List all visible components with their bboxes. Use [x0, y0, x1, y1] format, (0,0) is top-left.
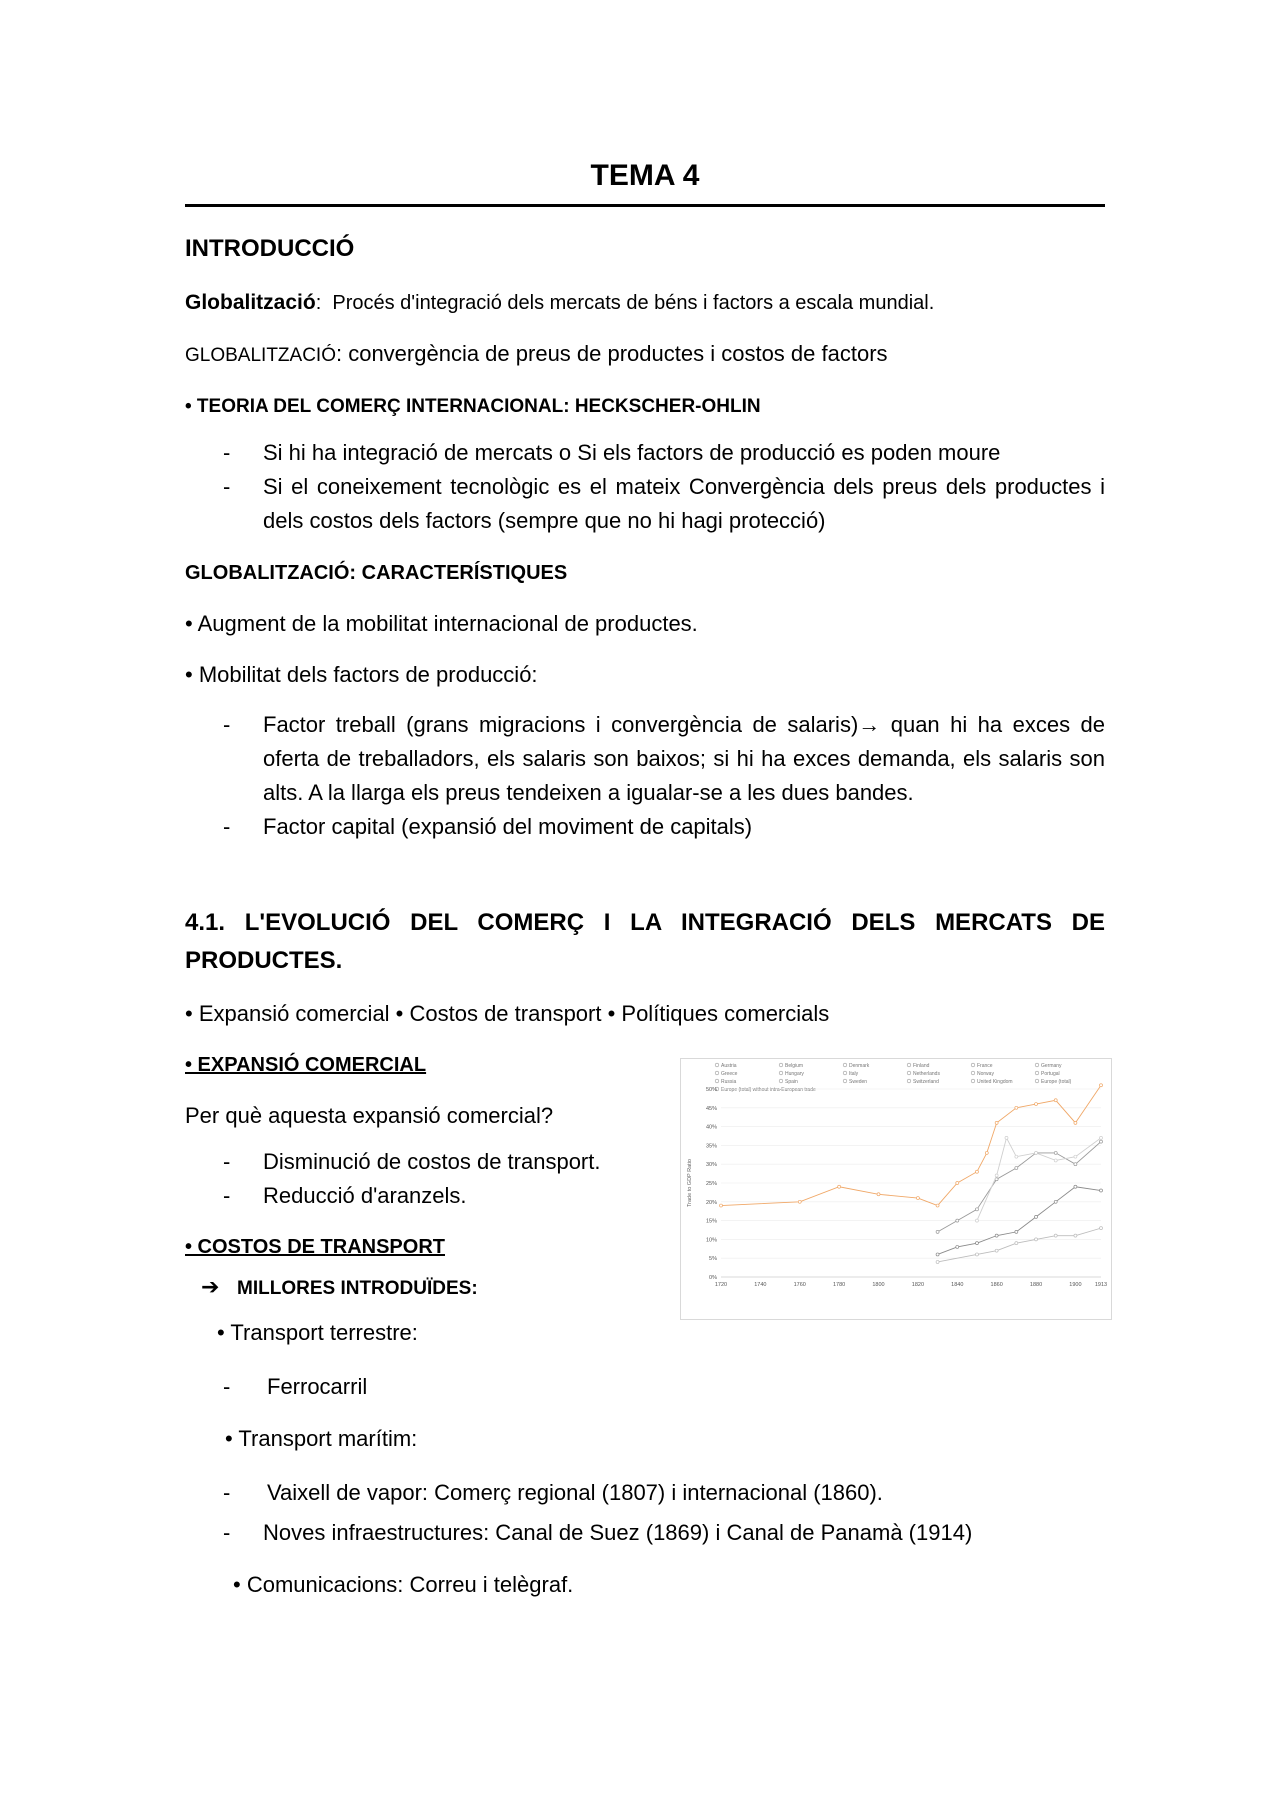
data-point: [1035, 1238, 1038, 1241]
data-point: [1054, 1099, 1057, 1102]
data-point: [838, 1185, 841, 1188]
expansion-heading: [185, 1048, 665, 1082]
costs-heading: [185, 1230, 665, 1264]
data-point: [1054, 1159, 1057, 1162]
characteristic-bullet: • Mobilitat dels factors de producció:: [185, 662, 538, 687]
data-point: [1015, 1242, 1018, 1245]
section-bullets: • Expansió comercial • Costos de transport • Polítiques comercials: [185, 1001, 830, 1026]
series-line: [938, 1228, 1101, 1262]
trade-chart-svg: [681, 1059, 1111, 1319]
data-point: [1015, 1155, 1018, 1158]
legend-marker: [715, 1063, 719, 1067]
data-point: [1074, 1121, 1077, 1124]
left-column: [185, 1048, 665, 1264]
legend-label: Europe (total) without intra-European trade: [721, 1087, 816, 1093]
data-point: [916, 1197, 919, 1200]
x-tick-label: 1820: [911, 1282, 925, 1288]
legend-marker: [971, 1071, 975, 1075]
data-point: [798, 1200, 801, 1203]
legend-marker: [843, 1071, 847, 1075]
y-tick-label: 45%: [705, 1105, 717, 1112]
definition-text: Procés d'integració dels mercats de béns i factors a escala mundial.: [332, 292, 935, 314]
data-point: [1074, 1163, 1077, 1166]
data-point: [995, 1249, 998, 1252]
legend-label: Europe (total): [1041, 1079, 1072, 1085]
legend-marker: [1035, 1079, 1039, 1083]
x-tick-label: 1880: [1029, 1282, 1043, 1288]
legend-label: Finland: [913, 1063, 930, 1069]
data-point: [956, 1182, 959, 1185]
expansion-question: Per què aquesta expansió comercial?: [185, 1103, 554, 1128]
data-point: [936, 1260, 939, 1263]
title-rule: [185, 204, 1105, 207]
data-point: [1035, 1215, 1038, 1218]
data-point: [1015, 1166, 1018, 1169]
legend-label: Spain: [785, 1079, 798, 1085]
data-point: [1100, 1136, 1103, 1139]
y-tick-label: 5%: [709, 1256, 717, 1263]
list-item-text: Reducció d'aranzels.: [263, 1183, 467, 1208]
x-tick-label: 1860: [990, 1282, 1003, 1288]
legend-label: Austria: [721, 1063, 737, 1069]
y-tick-label: 30%: [705, 1162, 717, 1169]
characteristic-bullet: • Augment de la mobilitat internacional de productes.: [185, 611, 698, 636]
data-point: [956, 1245, 959, 1248]
data-point: [1015, 1106, 1018, 1109]
legend-label: Sweden: [849, 1079, 868, 1085]
y-tick-label: 20%: [705, 1199, 717, 1206]
steamship-item: - Vaixell de vapor: Comerç regional (1807) i internacional (1860).: [223, 1480, 883, 1505]
data-point: [975, 1242, 978, 1245]
legend-label: Greece: [721, 1071, 738, 1077]
list-item: - Factor capital (expansió del moviment de capitals): [223, 814, 753, 839]
data-point: [956, 1219, 959, 1222]
data-point: [1100, 1084, 1103, 1087]
y-tick-label: 40%: [705, 1124, 717, 1131]
section-heading: 4.1. L'EVOLUCIÓ DEL COMERÇ I LA INTEGRACIÓ DELS MERCATS DE PRODUCTES.: [185, 909, 1105, 974]
y-tick-label: 35%: [705, 1143, 717, 1150]
data-point: [1054, 1234, 1057, 1237]
definition-colon: :: [315, 292, 322, 314]
y-tick-label: 25%: [705, 1181, 717, 1187]
x-tick-label: 1800: [872, 1282, 885, 1288]
legend-label: United Kingdom: [977, 1079, 1013, 1085]
intro-heading: INTRODUCCIÓ: [185, 235, 355, 262]
legend-label: Netherlands: [913, 1071, 940, 1077]
legend-marker: [843, 1063, 847, 1067]
characteristics-heading-text: GLOBALITZACIÓ: CARACTERÍSTIQUES: [185, 562, 568, 584]
legend-marker: [843, 1079, 847, 1083]
communications: • Comunicacions: Correu i telègraf.: [233, 1572, 574, 1597]
legend-marker: [715, 1079, 719, 1083]
data-point: [720, 1204, 723, 1207]
data-point: [975, 1170, 978, 1173]
data-point: [936, 1253, 939, 1256]
x-tick-label: 1913: [1094, 1282, 1108, 1288]
legend-label: Denmark: [849, 1063, 870, 1069]
legend-label: Italy: [849, 1071, 859, 1077]
data-point: [1074, 1234, 1077, 1237]
expansion-list: [185, 1145, 665, 1213]
list-item: - Si el coneixement tecnològic es el mateix Convergència dels preus dels productes i dels costos dels factors (sempre que no hi hagi protecció): [223, 474, 1105, 533]
legend-marker: [971, 1063, 975, 1067]
legend-label: Norway: [977, 1071, 994, 1077]
characteristics-heading: [185, 556, 1105, 590]
globalization-convergence: [185, 337, 1105, 373]
legend-marker: [715, 1071, 719, 1075]
legend-label: France: [977, 1063, 993, 1069]
y-tick-label: 50%: [705, 1087, 717, 1093]
legend-marker: [1035, 1071, 1039, 1075]
data-point: [985, 1151, 988, 1154]
legend-label: Hungary: [785, 1071, 804, 1077]
costs-heading-text: • COSTOS DE TRANSPORT: [185, 1236, 445, 1258]
data-point: [995, 1174, 998, 1177]
legend-marker: [971, 1079, 975, 1083]
legend-marker: [1035, 1063, 1039, 1067]
railway-item: - Ferrocarril: [223, 1374, 368, 1399]
list-item-text: Noves infraestructures: Canal de Suez (1869) i Canal de Panamà (1914): [263, 1520, 973, 1545]
legend-marker: [907, 1063, 911, 1067]
y-tick-label: 0%: [709, 1275, 717, 1281]
list-item: - Si hi ha integració de mercats o Si els factors de producció es poden moure: [223, 440, 1001, 465]
land-transport: • Transport terrestre:: [217, 1320, 418, 1345]
legend-label: Belgium: [785, 1063, 804, 1069]
legend-marker: [779, 1079, 783, 1083]
data-point: [975, 1208, 978, 1211]
improvements-text: MILLORES INTRODUÏDES:: [237, 1278, 478, 1299]
list-item-text: Vaixell de vapor: Comerç regional (1807) i internacional (1860).: [267, 1480, 883, 1505]
data-point: [1100, 1189, 1103, 1192]
convergence-term: GLOBALITZACIÓ: [185, 345, 336, 366]
legend-label: Portugal: [1041, 1071, 1060, 1077]
legend-marker: [907, 1079, 911, 1083]
legend-label: Germany: [1041, 1063, 1062, 1069]
list-item-text: Si hi ha integració de mercats o Si els factors de producció es poden moure: [263, 440, 1001, 465]
data-point: [936, 1230, 939, 1233]
data-point: [877, 1193, 880, 1196]
list-item: - Disminució de costos de transport.: [223, 1149, 601, 1174]
list-item-text: Disminució de costos de transport.: [263, 1149, 601, 1174]
list-item: - Reducció d'aranzels.: [223, 1183, 467, 1208]
data-point: [1074, 1155, 1077, 1158]
x-tick-label: 1760: [793, 1282, 806, 1288]
data-point: [1100, 1140, 1103, 1143]
legend-label: Russia: [721, 1079, 737, 1085]
page-title: TEMA 4: [590, 159, 700, 192]
expansion-heading-text: • EXPANSIÓ COMERCIAL: [185, 1054, 427, 1076]
list-item-text: Factor capital (expansió del moviment de capitals): [263, 814, 753, 839]
x-tick-label: 1720: [714, 1282, 728, 1288]
data-point: [1074, 1185, 1077, 1188]
list-item-text: Ferrocarril: [267, 1374, 368, 1399]
definition-term: Globalització: [185, 291, 316, 314]
data-point: [1015, 1230, 1018, 1233]
infrastructure-item: - Noves infraestructures: Canal de Suez (1869) i Canal de Panamà (1914): [223, 1520, 973, 1545]
x-tick-label: 1780: [833, 1282, 846, 1288]
document-page: [185, 150, 1108, 1602]
data-point: [1100, 1227, 1103, 1230]
data-point: [1054, 1151, 1057, 1154]
x-tick-label: 1740: [754, 1282, 767, 1288]
legend-marker: [779, 1063, 783, 1067]
sea-transport: • Transport marítim:: [225, 1426, 418, 1451]
data-point: [975, 1219, 978, 1222]
theory-heading: • TEORIA DEL COMERÇ INTERNACIONAL: HECKSCHER-OHLIN: [185, 396, 761, 417]
legend-marker: [779, 1071, 783, 1075]
list-item-text: Si el coneixement tecnològic es el mateix Convergència dels preus dels productes i dels costos dels factors (sempre que no hi hagi protecció): [263, 474, 1105, 533]
arrow-right-icon: ➔: [201, 1274, 220, 1299]
legend-marker: [907, 1071, 911, 1075]
data-point: [936, 1204, 939, 1207]
list-item: - Factor treball (grans migracions i convergència de salaris)→ quan hi ha exces de oferta de treballadors, els salaris son baixos; si hi ha exces demanda, els salaris son alts. A la llarga els preus tendeixen a igualar-se a les dues bandes.: [223, 712, 1105, 805]
data-point: [995, 1121, 998, 1124]
data-point: [995, 1234, 998, 1237]
globalization-definition: [185, 286, 1105, 320]
factor-list: [185, 708, 1105, 844]
x-tick-label: 1900: [1069, 1282, 1082, 1288]
y-tick-label: 15%: [705, 1218, 717, 1225]
data-point: [1035, 1151, 1038, 1154]
y-axis-label: Trade to GDP Ratio: [687, 1159, 693, 1207]
data-point: [1054, 1200, 1057, 1203]
legend-label: Switzerland: [913, 1079, 939, 1085]
trade-chart: [680, 1058, 1112, 1320]
x-tick-label: 1840: [951, 1282, 964, 1288]
theory-list: [185, 436, 1105, 538]
list-item-text: Factor treball (grans migracions i convergència de salaris)→ quan hi ha exces de oferta de treballadors, els salaris son baixos; si hi ha exces demanda, els salaris son alts. A la llarga els preus tendeixen a igualar-se a les dues bandes.: [263, 712, 1105, 805]
y-tick-label: 10%: [705, 1237, 717, 1244]
convergence-text: : convergència de preus de productes i costos de factors: [335, 341, 888, 366]
data-point: [975, 1253, 978, 1256]
data-point: [1005, 1136, 1008, 1139]
data-point: [1035, 1103, 1038, 1106]
